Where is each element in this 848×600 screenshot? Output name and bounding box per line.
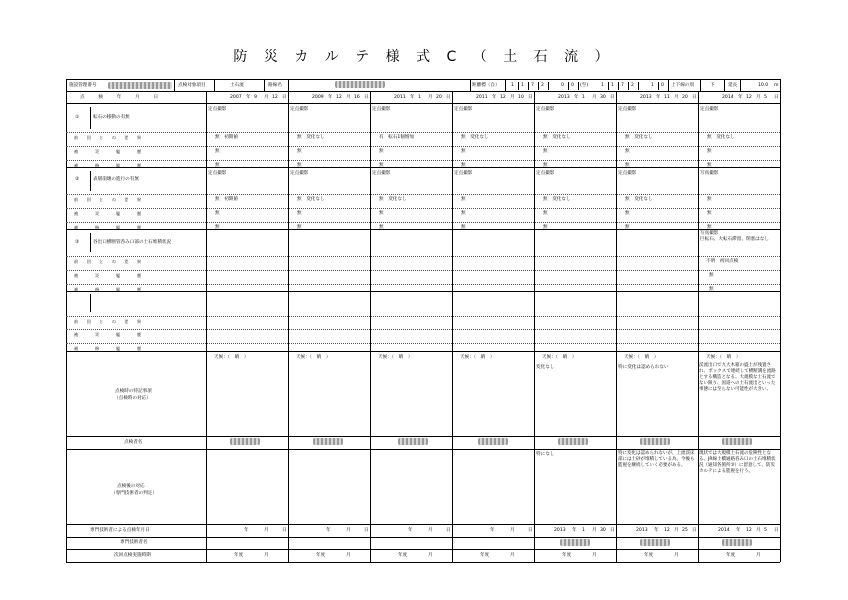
inspection-year: 2011 [476,95,488,100]
inspector-name [558,438,588,445]
expert-day: 5 [764,528,767,533]
distance-from-label: 距離標（自） [472,83,500,88]
history-value: 無 [707,149,712,154]
next-inspection-top [66,549,780,550]
day-unit: 日 [446,95,451,100]
history-value: 無 [215,225,220,230]
year-unit: 年 [410,95,415,100]
year-unit: 年 [328,95,333,100]
dotted-divider [66,146,780,147]
day-unit: 日 [528,95,533,100]
history-value: 無 [461,211,466,216]
inspection-month: 12 [336,95,342,100]
day-unit: 日 [528,528,533,533]
history-value: 無 [461,163,466,168]
expert-name [640,539,670,546]
damage-history-label: 被 災 履 歴 [74,211,142,216]
special-notes-sublabel: （点検時の対応） [114,396,151,401]
inspection-month: 12 [500,95,506,100]
grid-line [548,82,549,90]
month-unit: 月 [346,95,351,100]
previous-difference-label: 前 回 と の 差 異 [74,319,142,324]
history-value: 無 [215,149,220,154]
after-note: 特になし [536,452,555,457]
year-unit: 年 [408,528,413,533]
distance-to-digit: 2 [631,83,634,88]
dotted-divider [66,270,780,271]
history-value: 無 [543,163,548,168]
grid-line [568,82,569,90]
facility-no-label: 施設管理番号 [69,83,97,88]
photo-label: 定点撮影 [536,171,555,176]
history-value: 無 [625,163,630,168]
dotted-divider [66,284,780,285]
day-unit: 日 [692,528,697,533]
day-unit: 日 [282,95,287,100]
year-unit: 年 [736,528,741,533]
expert-year: 2013 [636,528,648,533]
length-unit: m [774,83,779,88]
next-year-unit: 年度 [316,553,326,558]
damage-history-label: 被 災 履 歴 [74,332,142,337]
column-divider [452,91,453,562]
inspection-day: 12 [272,95,278,100]
facility-no-value [108,82,172,89]
updown-label: 上下線の別 [671,83,694,88]
dotted-divider [66,256,780,257]
section-top-line [66,103,780,104]
section-title: 表層崩壊の進行の有無 [93,177,139,182]
month-unit: 月 [428,528,433,533]
year-unit: 年 [490,528,495,533]
form-left-border [66,79,67,562]
inspection-day: 20 [436,95,442,100]
section-bracket [90,233,91,252]
inspector-name [398,438,428,445]
day-unit: 日 [610,528,615,533]
month-unit: 月 [264,95,269,100]
history-value: 無 [625,149,630,154]
month-unit: 月 [592,528,597,533]
difference-value: 無 変化なし [379,197,407,202]
grid-line [608,82,609,90]
distance-to-digit: 0 [661,83,664,88]
difference-value: 有 転石1個増加 [379,135,415,140]
grid-line [538,82,539,90]
inspection-year: 2009 [312,95,324,100]
distance-to-digit: 1 [651,83,654,88]
difference-value: 無 [461,197,466,202]
section-number: ② [75,177,80,182]
inspection-day: 5 [764,95,767,100]
photo-label: 定点撮影 [290,107,309,112]
year-unit: 年 [574,95,579,100]
updown-value: 下 [710,83,715,88]
month-unit: 月 [674,95,679,100]
next-month-unit: 月 [428,553,433,558]
expert-month: 12 [746,528,752,533]
difference-value: 無 初期値 [215,197,238,202]
expert-day: 30 [600,528,606,533]
grid-line [740,79,741,91]
photo-label: 定点撮影 [536,107,555,112]
history-value: 無 [297,163,302,168]
column-divider [534,91,535,562]
photo-label: 写真撮影 [700,231,719,236]
inspection-year: 2013 [640,95,652,100]
history-value: 無 [707,163,712,168]
distance-from-digit: 0 [561,83,564,88]
day-unit: 日 [282,528,287,533]
distance-from-digit: 0 [571,83,574,88]
history-value: 無 [297,149,302,154]
target-label: 点検対象項目 [178,83,206,88]
section-top-line [66,167,780,168]
distance-to-label: (至) [580,83,589,88]
photo-label: 定点撮影 [372,107,391,112]
expert-month: 1 [582,528,585,533]
history-value: 無 [625,225,630,230]
inspector-name [640,438,670,445]
special-note: 渓流出口で九大木箱の盛土が残置され、ボックスで連続して横断溝を流路とする構造となる。大規模な土石流でない限り、国道への土石流出といった事態には至らない可能性が大きい。 [699,363,776,392]
column-divider [616,91,617,562]
grid-line [618,82,619,90]
damage-history-label: 被 災 履 歴 [74,273,142,278]
previous-difference-label: 前 回 と の 差 異 [74,197,142,202]
distance-to-digit: 7 [621,83,624,88]
year-unit: 年 [246,95,251,100]
special-notes-label: 点検時の特記事項 [115,389,152,394]
month-unit: 月 [346,528,351,533]
after-note: 特に変化は認められないが、上流渓床部には土砂が堆積している為、今後も監視を継続していく必要がある。 [618,451,695,468]
next-month-unit: 月 [510,553,515,558]
section-top-line [66,229,780,230]
difference-value: 無 変化なし [297,135,325,140]
history-value: 無 [379,211,384,216]
difference-value: 無 変化なし [297,197,325,202]
next-month-unit: 月 [592,553,597,558]
difference-value: 無 変化なし [543,135,571,140]
dotted-divider [66,160,780,161]
grid-line [628,82,629,90]
inspector-name [313,438,343,445]
difference-value: 無 変化なし [461,135,489,140]
inspection-month: 11 [664,95,670,100]
dotted-divider [66,132,780,133]
weather-value: 天候：（ 晴 ） [624,355,659,360]
year-unit: 年 [572,528,577,533]
section-title: 転石の移動の有無 [93,115,130,120]
photo-label: 定点撮影 [454,171,473,176]
photo-label: 定点撮影 [700,107,719,112]
length-value: 10.0 [758,83,769,88]
column-divider [698,91,699,562]
year-unit: 年 [244,528,249,533]
dotted-divider [66,343,780,344]
expert-name-label: 専門技術者名 [120,540,148,545]
expert-name-top [66,537,780,538]
repair-history-label: 補 修 履 歴 [74,163,142,168]
special-note: 変化なし [536,365,555,370]
inspection-month: 1 [418,95,421,100]
year-unit: 年 [654,528,659,533]
route-label: 路線名 [268,83,282,88]
weather-value: 天候：（ 晴 ） [214,355,249,360]
column-divider [370,91,371,562]
year-unit: 年 [492,95,497,100]
photo-label: 定点撮影 [290,171,309,176]
inspector-name [722,438,752,445]
expert-day: 25 [682,528,688,533]
day-unit: 日 [364,95,369,100]
difference-value: 無 変化なし [625,197,653,202]
photo-label: 定点撮影 [208,171,227,176]
distance-to-digit: 1 [611,83,614,88]
weather-value: 天候：（ 晴 ） [706,355,741,360]
inspection-date-label: 点 検 年 月 日 [80,95,159,100]
history-value: 無 [707,211,712,216]
header-bottom-line [66,91,780,92]
next-year-unit: 年度 [644,553,654,558]
grid-line [668,79,669,91]
dotted-divider [66,208,780,209]
page-title: 防 災 カ ル テ 様 式 C （ 土 石 流 ） [233,49,615,65]
inspection-year: 2013 [558,95,570,100]
day-unit: 日 [364,528,369,533]
history-value: 無 [543,211,548,216]
column-divider [780,91,781,562]
column-divider [288,91,289,562]
grid-line [518,82,519,90]
next-year-unit: 年度 [234,553,244,558]
next-month-unit: 月 [346,553,351,558]
history-value: 無 [379,225,384,230]
month-unit: 月 [592,95,597,100]
inspection-day: 16 [354,95,360,100]
next-year-unit: 年度 [562,553,572,558]
next-inspection-label: 次回点検実施時期 [114,553,151,558]
after-response-label: 点検後の対応 [117,484,145,489]
inspection-month: 9 [254,95,257,100]
day-unit: 日 [446,528,451,533]
grid-line [214,79,215,91]
photo-label: 定点撮影 [372,171,391,176]
section-number: ① [75,115,80,120]
year-unit: 年 [326,528,331,533]
photo-label: 定点撮影 [454,107,473,112]
grid-line [724,79,725,91]
year-unit: 年 [656,95,661,100]
damage-history-label: 被 災 履 歴 [74,149,142,154]
month-unit: 月 [510,528,515,533]
expert-name [722,539,752,546]
expert-name [560,539,590,546]
grid-line [470,79,471,91]
after-section-top [66,449,780,450]
inspector-name-label: 点検者名 [124,440,143,445]
expert-year: 2014 [718,528,730,533]
previous-difference-label: 前 回 と の 差 異 [74,259,142,264]
difference-value: 無 変化なし [707,135,735,140]
weather-value: 天候：（ 晴 ） [378,355,413,360]
history-value: 無 [461,149,466,154]
month-unit: 月 [264,528,269,533]
history-value: 無 [379,163,384,168]
inspection-year: 2007 [230,95,242,100]
special-notes-top [66,351,780,352]
distance-from-digit: 1 [511,83,514,88]
year-unit: 年 [738,95,743,100]
next-month-unit: 月 [674,553,679,558]
day-unit: 日 [692,95,697,100]
history-value: 無 [297,211,302,216]
expert-year: 2013 [554,528,566,533]
day-unit: 日 [774,95,779,100]
grid-line [700,79,701,91]
inspection-year: 2011 [394,95,406,100]
expert-month: 12 [664,528,670,533]
month-unit: 月 [756,95,761,100]
photo-label: 定点撮影 [618,107,637,112]
difference-value: 無 変化なし [543,197,571,202]
section-bracket [90,171,91,191]
special-note: 特に変化は認められない [618,365,669,370]
history-value: 無 [709,287,714,292]
section-bracket [90,107,91,129]
day-unit: 日 [774,528,779,533]
inspection-day: 30 [600,95,606,100]
next-year-unit: 年度 [398,553,408,558]
expert-date-label: 専門技術者による点検年月日 [90,528,150,533]
dotted-divider [66,222,780,223]
section-title: 谷出口横断管呑み口部の土石堆積状況 [93,240,172,245]
grid-line [638,82,639,90]
photo-label: 定点撮影 [618,171,637,176]
month-unit: 月 [674,528,679,533]
photo-label: 写真撮影 [700,171,719,176]
after-note: 現状では大規模土石流の危険性となる。JR線土橋通路呑み口の土石堆積状況（通知各箇所③）に留意して、防災カルテによる監視を行う。 [699,451,776,474]
inspection-month: 1 [582,95,585,100]
dotted-divider [66,316,780,317]
section-bracket [90,294,91,312]
section-number: ③ [75,240,80,245]
distance-to-digit: 1 [601,83,604,88]
dotted-divider [66,329,780,330]
history-value: 無 [543,225,548,230]
next-month-unit: 月 [756,553,761,558]
month-unit: 月 [428,95,433,100]
inspector-name [478,438,508,445]
history-value: 無 [543,149,548,154]
next-year-unit: 年度 [480,553,490,558]
distance-from-digit: 1 [521,83,524,88]
grid-line [578,82,579,90]
grid-line [288,79,289,91]
inspector-name [230,438,260,445]
weather-value: 天候：（ 晴 ） [460,355,495,360]
next-month-unit: 月 [264,553,269,558]
dotted-divider [66,194,780,195]
form-bottom-border [66,562,780,563]
target-value: 土石流 [230,83,244,88]
difference-value: 不明 初回点検 [706,259,739,264]
length-label: 延長 [728,83,738,88]
previous-difference-label: 前 回 と の 差 異 [74,135,142,140]
inspection-month: 12 [746,95,752,100]
after-response-sublabel: （専門技術者の判定） [111,491,157,496]
grid-line [264,79,265,91]
grid-line [505,79,506,91]
inspector-row-top [66,436,780,437]
history-value: 無 [215,163,220,168]
inspection-day: 10 [518,95,524,100]
repair-history-label: 補 修 履 歴 [74,225,142,230]
day-unit: 日 [610,95,615,100]
difference-value: 無 変化なし [625,135,653,140]
grid-line [528,82,529,90]
weather-value: 天候：（ 晴 ） [542,355,577,360]
section3-note: 巨転石、大転石滞留、閉塞はなし [700,237,769,242]
inspection-year: 2014 [722,95,734,100]
repair-history-label: 補 修 履 歴 [74,287,142,292]
inspection-day: 20 [682,95,688,100]
grid-line [658,82,659,90]
next-year-unit: 年度 [726,553,736,558]
distance-from-digit: 2 [541,83,544,88]
history-value: 無 [461,225,466,230]
month-unit: 月 [510,95,515,100]
weather-value: 天候：（ 晴 ） [296,355,331,360]
history-value: 無 [709,273,714,278]
history-value: 無 [215,211,220,216]
repair-history-label: 補 修 履 歴 [74,346,142,351]
section-top-line [66,291,780,292]
difference-value: 無 [707,197,712,202]
history-value: 無 [625,211,630,216]
month-unit: 月 [756,528,761,533]
grid-line [174,79,175,91]
history-value: 無 [297,225,302,230]
history-value: 無 [379,149,384,154]
photo-label: 定点撮影 [208,107,227,112]
history-value: 無 [707,225,712,230]
inspection-form [66,79,780,562]
route-value [335,81,385,88]
distance-from-digit: 7 [531,83,534,88]
column-divider [206,91,207,562]
difference-value: 無 初期値 [215,135,238,140]
expert-date-top [66,524,780,525]
